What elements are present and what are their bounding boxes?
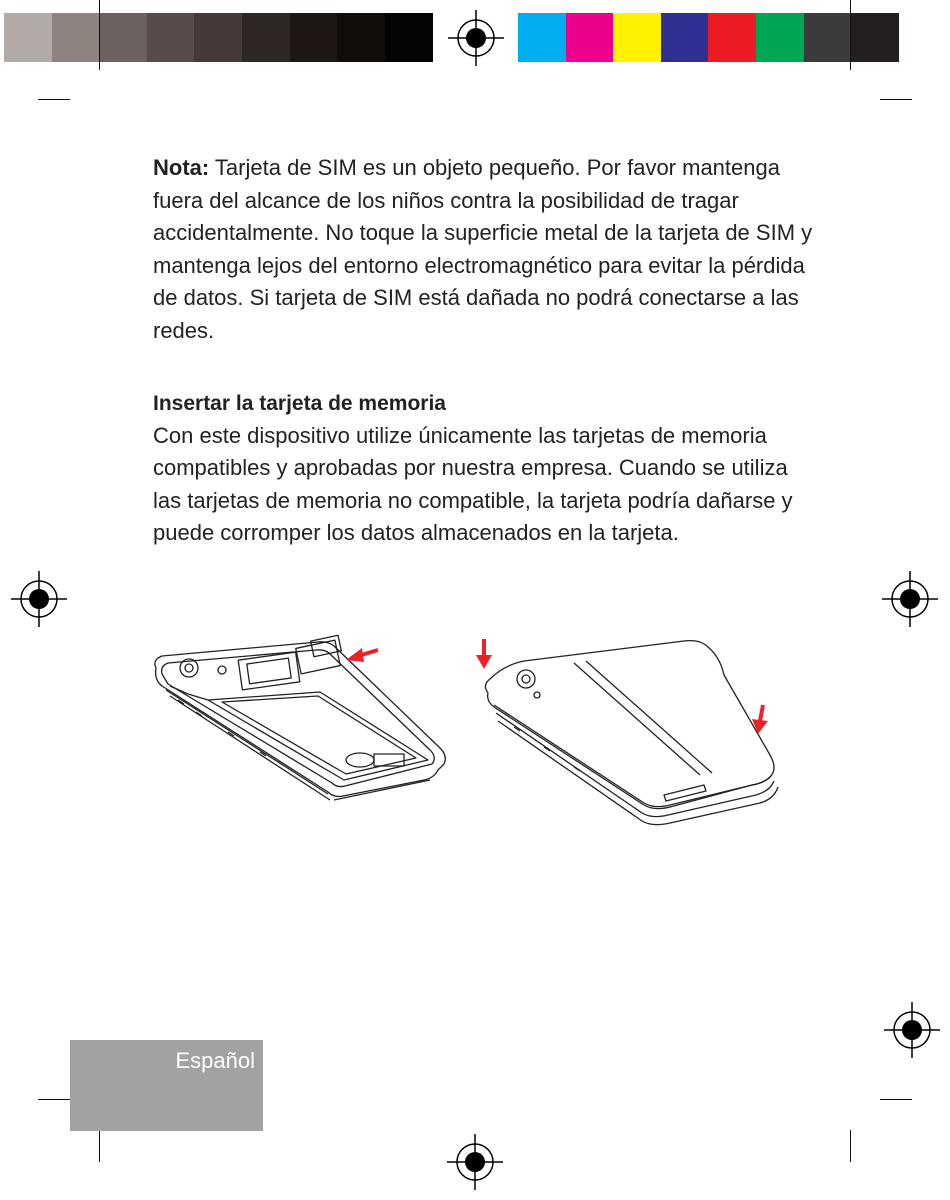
color-swatch (804, 13, 852, 62)
page-content (153, 152, 813, 550)
registration-mark-icon (447, 1134, 503, 1190)
attach-arrow-icon (476, 639, 492, 669)
crop-mark (99, 1130, 100, 1162)
color-swatch (708, 13, 756, 62)
language-tab (70, 1040, 263, 1131)
section-body: Con este dispositivo utilize únicamente las tarjetas de memoria compatibles y aprobadas por nuestra empresa. Cuando se utiliza las tarjetas de memoria no compatible, la tarjeta podría dañarse y puede corromper los datos almacenados en la tarjeta. (153, 422, 793, 546)
note-paragraph (153, 152, 813, 348)
note-text: Tarjeta de SIM es un objeto pequeño. Por favor mantenga fuera del alcance de los niños contra la posibilidad de tragar accidentalmente. No toque la superficie metal de la tarjeta de SIM y mantenga lejos del entorno electromagnético para evitar la pérdida de datos. Si tarjeta de SIM está dañada no podrá conectarse a las redes. (153, 155, 813, 343)
gray-swatch (385, 13, 433, 62)
insert-arrow-icon (346, 648, 378, 662)
crop-mark (38, 1099, 70, 1100)
registration-mark-icon (448, 10, 504, 66)
gray-swatch (52, 13, 100, 62)
crop-mark (880, 1099, 912, 1100)
color-swatch (756, 13, 804, 62)
gray-swatch (4, 13, 52, 62)
gray-swatch (242, 13, 290, 62)
crop-mark (850, 1130, 851, 1162)
gray-swatch (99, 13, 147, 62)
phone-open-back-illustration (148, 630, 453, 808)
registration-mark-icon (884, 1002, 940, 1058)
gray-swatch (337, 13, 385, 62)
color-swatch (566, 13, 614, 62)
color-swatch (851, 13, 899, 62)
section-heading: Insertar la tarjeta de memoria (153, 391, 446, 415)
crop-mark (99, 0, 100, 70)
attach-arrow-icon (752, 705, 768, 734)
gray-swatch (290, 13, 338, 62)
color-swatch (661, 13, 709, 62)
language-label: Español (175, 1048, 255, 1073)
color-swatch (613, 13, 661, 62)
note-label: Nota: (153, 155, 210, 180)
gray-swatch (194, 13, 242, 62)
crop-mark (880, 99, 912, 100)
color-swatch (518, 13, 566, 62)
registration-mark-icon (882, 571, 938, 627)
crop-mark (850, 0, 851, 70)
gray-swatch (147, 13, 195, 62)
phone-back-cover-illustration (474, 635, 794, 830)
crop-mark (38, 99, 70, 100)
registration-mark-icon (11, 571, 67, 627)
